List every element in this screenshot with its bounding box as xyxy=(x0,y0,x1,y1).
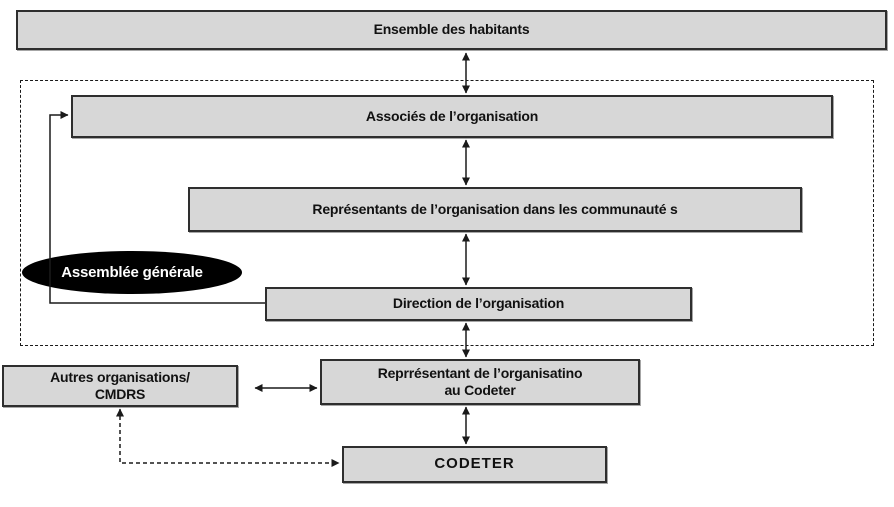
node-representants-communautes-label: Représentants de l’organisation dans les communauté s xyxy=(312,200,678,217)
node-assemblee-generale-label: Assemblée générale xyxy=(61,264,203,281)
node-assemblee-generale xyxy=(22,251,242,294)
node-ensemble-habitants xyxy=(16,10,887,50)
node-codeter-label: CODETER xyxy=(434,455,515,473)
node-ensemble-habitants-label: Ensemble des habitants xyxy=(373,21,530,38)
node-autres-organisations-label-line2: CMDRS xyxy=(94,386,146,402)
node-representants-communautes xyxy=(188,187,802,232)
node-autres-organisations-label-line1: Autres organisations/ xyxy=(50,368,190,385)
dashed-connector-autres-codeter xyxy=(120,409,339,463)
node-representant-codeter-label-line1: Reprrésentant de l’organisatino xyxy=(377,364,583,381)
node-autres-organisations xyxy=(2,365,238,407)
node-direction-label: Direction de l’organisation xyxy=(392,295,565,312)
node-codeter xyxy=(342,446,607,483)
node-representant-codeter-label-line2: au Codeter xyxy=(444,382,516,398)
node-representant-codeter xyxy=(320,359,640,405)
node-associes-label: Associés de l’organisation xyxy=(365,107,539,124)
node-associes xyxy=(71,95,833,138)
node-direction xyxy=(265,287,692,321)
